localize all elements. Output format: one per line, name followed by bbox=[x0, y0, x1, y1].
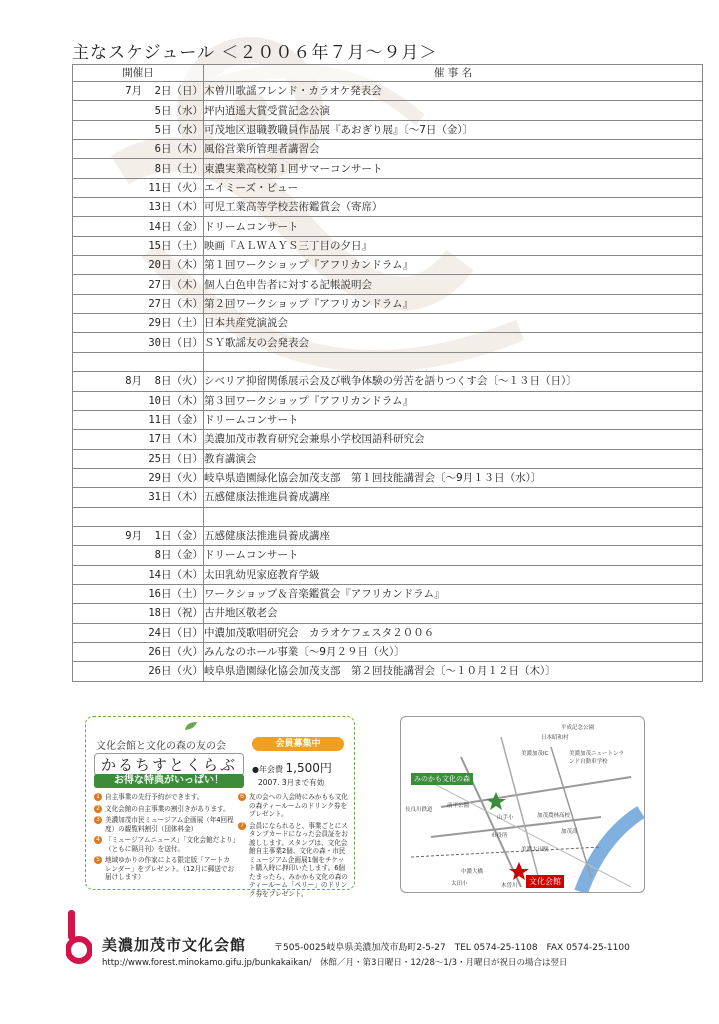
event-name: エイミーズ・ビュー bbox=[204, 178, 703, 197]
table-row bbox=[73, 449, 703, 468]
event-name: 第２回ワークショップ『アフリカンドラム』 bbox=[204, 294, 703, 313]
event-date: 25日（日） bbox=[73, 449, 204, 468]
event-date: 29日（土） bbox=[73, 314, 204, 333]
event-name: 古井地区敬老会 bbox=[204, 604, 703, 623]
event-date: 8日（金） bbox=[73, 546, 204, 565]
table-row bbox=[73, 101, 703, 120]
event-name: 中濃加茂歌唱研究会 カラオケフェスタ２００６ bbox=[204, 623, 703, 642]
event-date: 30日（日） bbox=[73, 333, 204, 352]
benefit-text: 友の会への入会時にみかもも文化の森ティールームのドリンク券をプレゼント。 bbox=[249, 793, 348, 818]
schedule-body bbox=[73, 82, 703, 682]
event-name: 第１回ワークショップ『アフリカンドラム』 bbox=[204, 256, 703, 275]
event-name: 太田乳幼児家庭教育学級 bbox=[204, 565, 703, 584]
fee-valid-until: 2007. 3月まで有効 bbox=[258, 778, 325, 787]
event-date: 27日（木） bbox=[73, 294, 204, 313]
event-name: 映画『ＡＬＷＡＹＳ三丁目の夕日』 bbox=[204, 236, 703, 255]
benefit-number: 1 bbox=[94, 793, 102, 801]
map-roads bbox=[401, 717, 644, 892]
map-label-forest: みのかも文化の森 bbox=[411, 773, 473, 785]
event-date: 18日（祝） bbox=[73, 604, 204, 623]
event-name bbox=[204, 352, 703, 371]
event-name: ワークショップ＆音楽鑑賞会『アフリカンドラム』 bbox=[204, 584, 703, 603]
table-row bbox=[73, 623, 703, 642]
event-date: 8月 8日（火） bbox=[73, 372, 204, 391]
benefit-list-left bbox=[94, 793, 236, 885]
event-name: ＳＹ歌謡友の会発表会 bbox=[204, 333, 703, 352]
event-date: 27日（木） bbox=[73, 275, 204, 294]
event-name: ドリームコンサート bbox=[204, 217, 703, 236]
page-title: 主なスケジュール ＜２００６年７月～９月＞ bbox=[72, 43, 438, 63]
event-date: 15日（土） bbox=[73, 236, 204, 255]
map-label: 美濃加茂IC bbox=[521, 751, 549, 757]
table-row bbox=[73, 430, 703, 449]
event-name: 美濃加茂市教育研究会兼県小学校国語科研究会 bbox=[204, 430, 703, 449]
event-date: 14日（金） bbox=[73, 217, 204, 236]
table-row bbox=[73, 178, 703, 197]
table-row bbox=[73, 82, 703, 101]
benefit-text: 自主事業の先行予約ができます。 bbox=[105, 793, 204, 801]
benefit-item bbox=[94, 805, 236, 814]
benefit-number: 3 bbox=[94, 816, 102, 824]
event-date bbox=[73, 352, 204, 371]
event-date bbox=[73, 507, 204, 526]
org-name: 美濃加茂市文化会館 bbox=[102, 936, 247, 954]
event-date: 24日（日） bbox=[73, 623, 204, 642]
event-date: 13日（木） bbox=[73, 198, 204, 217]
event-date: 16日（土） bbox=[73, 584, 204, 603]
event-name: 五感健康法推進員養成講座 bbox=[204, 526, 703, 545]
benefit-item bbox=[238, 793, 348, 819]
table-row-blank bbox=[73, 352, 703, 371]
event-date: 29日（火） bbox=[73, 468, 204, 487]
benefit-number: 7 bbox=[238, 822, 246, 830]
event-name: 可茂地区退職教職員作品展『あおぎり展』〔～7日（金）〕 bbox=[204, 120, 703, 139]
event-date: 31日（木） bbox=[73, 488, 204, 507]
event-date: 10日（木） bbox=[73, 391, 204, 410]
kaikan-logo bbox=[66, 910, 92, 964]
table-row bbox=[73, 236, 703, 255]
table-row bbox=[73, 642, 703, 661]
benefit-text: 地域ゆかりの作家による限定版「アートカレンダー」をプレゼント。（12月に郵送でお届けします） bbox=[105, 856, 235, 881]
leaf-icon bbox=[184, 721, 198, 731]
benefit-item bbox=[94, 793, 236, 802]
event-date: 26日（火） bbox=[73, 642, 204, 661]
table-row bbox=[73, 604, 703, 623]
benefit-item bbox=[94, 856, 236, 882]
fee-value: 1,500円 bbox=[285, 761, 332, 775]
map-label: 木曽川 bbox=[501, 883, 518, 889]
map-label-kaikan: 文化会館 bbox=[526, 875, 564, 888]
org-address: 〒505-0025岐阜県美濃加茂市島町2-5-27 TEL 0574-25-1108 FAX 0574-25-1100 bbox=[274, 943, 630, 953]
event-date: 11日（火） bbox=[73, 178, 204, 197]
table-row bbox=[73, 565, 703, 584]
map-label: 美濃太田駅 bbox=[521, 847, 549, 853]
map-label: 市役所 bbox=[491, 833, 508, 839]
table-row bbox=[73, 584, 703, 603]
event-name: 教育講演会 bbox=[204, 449, 703, 468]
map-label: 長良川鉄道 bbox=[405, 807, 433, 813]
map-label: 日本昭和村 bbox=[541, 735, 569, 741]
benefit-text: 美濃加茂市民ミュージアム企画展（年4回程度）の観覧料割引（団体料金） bbox=[105, 816, 234, 833]
map-label: 加茂農林高校 bbox=[537, 813, 571, 819]
benefit-number: 5 bbox=[94, 856, 102, 864]
benefit-item bbox=[94, 816, 236, 833]
org-url-hours: http://www.forest.minokamo.gifu.jp/bunkakaikan/ 休館／月・第3日曜日・12/28～1/3・月曜日が祝日の場合は翌日 bbox=[102, 958, 568, 968]
event-name bbox=[204, 507, 703, 526]
event-name: 個人白色申告者に対する記帳説明会 bbox=[204, 275, 703, 294]
event-name: みんなのホール事業〔～9月２９日（火）〕 bbox=[204, 642, 703, 661]
schedule-table bbox=[72, 64, 703, 682]
table-row bbox=[73, 488, 703, 507]
benefit-list-right bbox=[238, 793, 348, 901]
event-name: 東濃実業高校第１回サマーコンサート bbox=[204, 159, 703, 178]
event-date: 11日（金） bbox=[73, 410, 204, 429]
benefit-number: 4 bbox=[94, 836, 102, 844]
benefit-text: 会員になられると、事業ごとにスタンプカードになった会員証をお渡しします。スタンプは、文化会館自主事業2個、文化の森・市民ミュージアム企画展1個をチケット購入時に押印いたします。6個たまったら、みかかも文化の森のティールーム「ペリー」のドリンク券をプレゼント。 bbox=[249, 821, 348, 898]
table-row bbox=[73, 159, 703, 178]
table-row-blank bbox=[73, 507, 703, 526]
event-name: ドリームコンサート bbox=[204, 546, 703, 565]
event-name: 岐阜県造園緑化協会加茂支部 第１回技能講習会〔～9月１３日（水）〕 bbox=[204, 468, 703, 487]
benefit-item bbox=[94, 836, 236, 853]
event-name: 岐阜県造園緑化協会加茂支部 第２回技能講習会〔～１０月１２日（木）〕 bbox=[204, 662, 703, 681]
event-date: 6日（木） bbox=[73, 140, 204, 159]
event-date: 14日（木） bbox=[73, 565, 204, 584]
map-label: 平成記念公園 bbox=[561, 725, 595, 731]
map-label: 美濃加茂ニュートンランド自動車学校 bbox=[569, 751, 625, 765]
event-date: 9月 1日（金） bbox=[73, 526, 204, 545]
table-row bbox=[73, 217, 703, 236]
club-lead: 文化会館と文化の森の友の会 bbox=[96, 741, 226, 752]
event-date: 26日（火） bbox=[73, 662, 204, 681]
map-label: 加茂高 bbox=[561, 829, 578, 835]
table-row bbox=[73, 140, 703, 159]
event-name: 坪内逍遥大賞受賞記念公演 bbox=[204, 101, 703, 120]
event-name: 木曽川歌謡フレンド・カラオケ発表会 bbox=[204, 82, 703, 101]
table-row bbox=[73, 662, 703, 681]
event-date: 5日（水） bbox=[73, 120, 204, 139]
event-name: 第３回ワークショップ『アフリカンドラム』 bbox=[204, 391, 703, 410]
table-row bbox=[73, 314, 703, 333]
recruit-badge: 会員募集中 bbox=[252, 737, 344, 751]
table-row bbox=[73, 468, 703, 487]
header-date: 開催日 bbox=[73, 65, 204, 82]
table-row bbox=[73, 256, 703, 275]
table-row bbox=[73, 372, 703, 391]
table-row bbox=[73, 410, 703, 429]
map-label: 山手小 bbox=[497, 815, 514, 821]
table-header-row bbox=[73, 65, 703, 82]
event-date: 20日（木） bbox=[73, 256, 204, 275]
benefit-item bbox=[238, 822, 348, 899]
event-name: シベリア抑留関係展示会及び戦争体験の労苦を語りつくす会〔～１３日（日）〕 bbox=[204, 372, 703, 391]
table-row bbox=[73, 526, 703, 545]
event-date: 5日（水） bbox=[73, 101, 204, 120]
access-map bbox=[400, 716, 645, 893]
table-row bbox=[73, 333, 703, 352]
event-name: 五感健康法推進員養成講座 bbox=[204, 488, 703, 507]
event-date: 8日（土） bbox=[73, 159, 204, 178]
event-name: ドリームコンサート bbox=[204, 410, 703, 429]
map-label: 中濃大橋 bbox=[461, 869, 484, 875]
event-name: 風俗営業所管理者講習会 bbox=[204, 140, 703, 159]
table-row bbox=[73, 120, 703, 139]
event-date: 7月 2日（日） bbox=[73, 82, 204, 101]
friends-club-panel bbox=[85, 716, 355, 898]
event-name: 可児工業高等学校芸術鑑賞会（寄席） bbox=[204, 198, 703, 217]
table-row bbox=[73, 546, 703, 565]
fee-label: ●年会費 bbox=[252, 765, 283, 774]
map-label: 太田小 bbox=[451, 881, 468, 887]
benefit-text: 文化会館の自主事業の割引きがあります。 bbox=[105, 804, 230, 813]
table-row bbox=[73, 294, 703, 313]
header-event: 催 事 名 bbox=[204, 65, 703, 82]
club-name: かるちすとくらぶ bbox=[94, 753, 244, 776]
benefit-number: 6 bbox=[238, 793, 246, 801]
benefit-banner: お得な特典がいっぱい！ bbox=[94, 774, 244, 788]
benefit-number: 2 bbox=[94, 805, 102, 813]
benefit-text: 「ミュージアムニュース」「文化会館だより」（ともに隔月刊）を送付。 bbox=[105, 836, 236, 853]
annual-fee bbox=[252, 759, 332, 776]
table-row bbox=[73, 198, 703, 217]
map-label: 前平公園 bbox=[447, 803, 470, 809]
event-date: 17日（木） bbox=[73, 430, 204, 449]
event-name: 日本共産党演説会 bbox=[204, 314, 703, 333]
table-row bbox=[73, 275, 703, 294]
table-row bbox=[73, 391, 703, 410]
